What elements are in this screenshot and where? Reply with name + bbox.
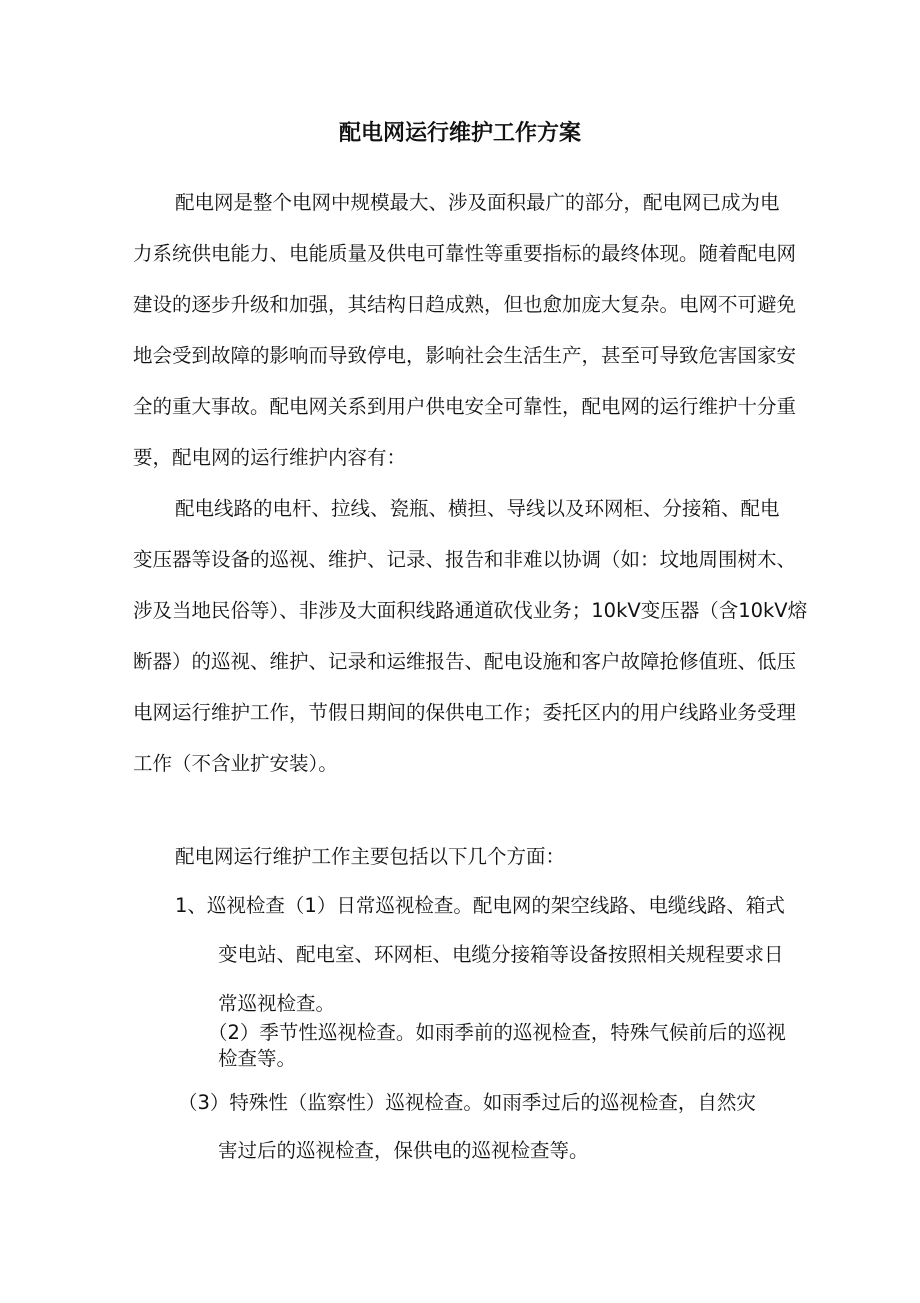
item-3-line-2: 害过后的巡视检查，保供电的巡视检查等。 (218, 1139, 589, 1162)
item-2-line-1: （2）季节性巡视检查。如雨季前的巡视检查，特殊气候前后的巡视 (208, 1021, 786, 1044)
scope-line-1: 配电线路的电杆、拉线、瓷瓶、横担、导线以及环网柜、分接箱、配电 (175, 497, 780, 520)
scope-line-3: 涉及当地民俗等）、非涉及大面积线路通道砍伐业务；10kV变压器（含10kV熔 (133, 599, 808, 622)
item-1-line-1: 1、巡视检查（1）日常巡视检查。配电网的架空线路、电缆线路、箱式 (175, 894, 785, 917)
intro-line-1: 配电网是整个电网中规模最大、涉及面积最广的部分，配电网已成为电 (175, 191, 780, 214)
intro-line-3: 建设的逐步升级和加强，其结构日趋成熟，但也愈加庞大复杂。电网不可避免 (133, 293, 797, 316)
scope-line-5: 电网运行维护工作，节假日期间的保供电工作；委托区内的用户线路业务受理 (133, 701, 797, 724)
item-1-line-2: 变电站、配电室、环网柜、电缆分接箱等设备按照相关规程要求日 (218, 943, 784, 966)
item-3-line-1: （3）特殊性（监察性）巡视检查。如雨季过后的巡视检查，自然灾 (178, 1091, 756, 1114)
scope-line-4: 断器）的巡视、维护、记录和运维报告、配电设施和客户故障抢修值班、低压 (133, 650, 797, 673)
intro-line-2: 力系统供电能力、电能质量及供电可靠性等重要指标的最终体现。随着配电网 (133, 242, 797, 265)
document-title: 配电网运行维护工作方案 (338, 121, 581, 146)
scope-line-6: 工作（不含业扩安装）。 (133, 752, 338, 775)
item-1-line-3: 常巡视检查。 (218, 992, 336, 1015)
intro-line-6: 要，配电网的运行维护内容有： (133, 446, 407, 469)
intro-line-4: 地会受到故障的影响而导致停电，影响社会生活生产，甚至可导致危害国家安 (133, 344, 797, 367)
item-2-line-2: 检查等。 (218, 1047, 297, 1070)
aspects-heading: 配电网运行维护工作主要包括以下几个方面： (175, 845, 566, 868)
intro-line-5: 全的重大事故。配电网关系到用户供电安全可靠性，配电网的运行维护十分重 (133, 395, 797, 418)
scope-line-2: 变压器等设备的巡视、维护、记录、报告和非难以协调（如：坟地周围树木、 (133, 548, 797, 571)
